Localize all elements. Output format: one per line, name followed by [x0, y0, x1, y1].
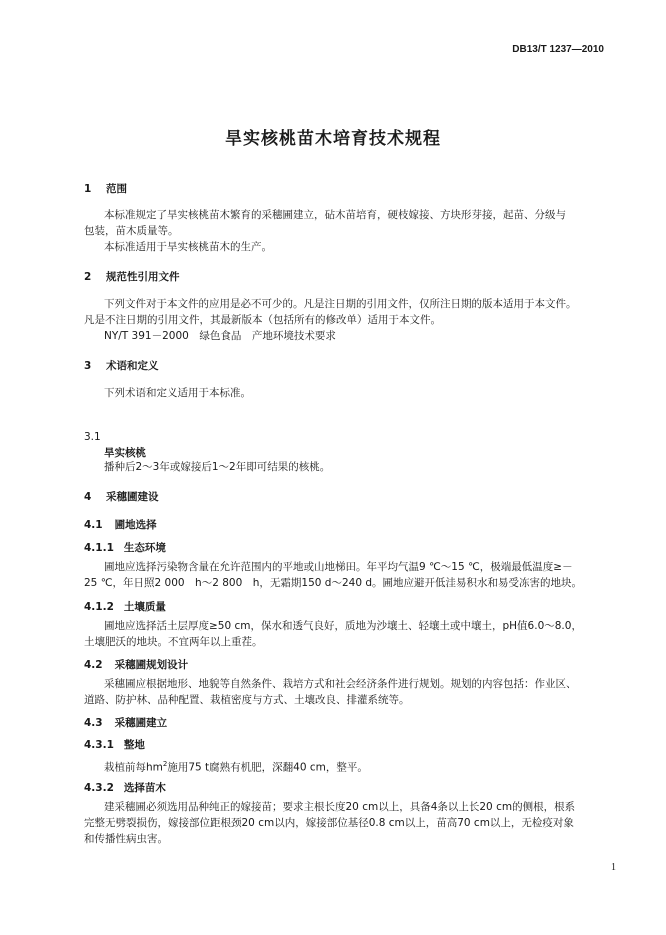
section-2-heading [84, 269, 180, 284]
document-title: 旱实核桃苗木培育技术规程 [225, 129, 441, 149]
section-number: 1 [84, 183, 92, 195]
term-number: 3.1 [84, 431, 101, 443]
paragraph-line: 和传播性病虫害。 [84, 833, 168, 845]
section-title: 术语和定义 [106, 360, 159, 372]
paragraph-line: 25 ℃，年日照2 000 h～2 800 h，无霜期150 d～240 d。圃地应避开低洼易积水和易受冻害的地块。 [84, 577, 583, 589]
paragraph-line: 完整无劈裂损伤，嫁接部位距根颈20 cm以内，嫁接部位基径0.8 cm以上，苗高70 cm以上，无检疫对象 [84, 817, 574, 829]
subsection-4-1-2-heading [84, 599, 166, 614]
text-fragment: 栽植前每hm [104, 761, 163, 774]
subsection-title: 采穗圃建立 [114, 717, 168, 729]
subsection-number: 4.1.2 [84, 601, 114, 613]
paragraph-line: 本标准适用于旱实核桃苗木的生产。 [104, 241, 272, 253]
paragraph-line: 圃地应选择活土层厚度≥50 cm，保水和透气良好，质地为沙壤土、轻壤土或中壤土，pH值6.0～8.0， [104, 620, 582, 632]
section-3-heading [84, 358, 159, 373]
subsection-4-3-1-heading [84, 737, 145, 752]
section-number: 4 [84, 491, 92, 503]
subsection-number: 4.1 [84, 519, 103, 531]
subsection-4-1-1-heading [84, 540, 166, 555]
section-number: 3 [84, 360, 92, 372]
term-definition: 播种后2～3年或嫁接后1～2年即可结果的核桃。 [104, 461, 331, 473]
reference-entry: NY/T 391－2000 绿色食品 产地环境技术要求 [104, 330, 336, 342]
section-title: 范围 [106, 183, 127, 195]
subsection-number: 4.3.2 [84, 782, 114, 794]
paragraph-line: 下列术语和定义适用于本标准。 [104, 387, 251, 399]
paragraph-line: 包装，苗木质量等。 [84, 225, 179, 237]
paragraph-line: 道路、防护林、品种配置、栽植密度与方式、土壤改良、排灌系统等。 [84, 694, 410, 706]
subsection-title: 土壤质量 [123, 601, 166, 613]
term-name: 旱实核桃 [104, 447, 146, 459]
paragraph-line [104, 757, 368, 776]
page-number: 1 [611, 862, 616, 873]
subsection-4-2-heading [84, 657, 188, 672]
subsection-number: 4.1.1 [84, 542, 114, 554]
subsection-4-3-2-heading [84, 780, 166, 795]
subsection-number: 4.2 [84, 659, 103, 671]
subsection-title: 整地 [123, 739, 145, 751]
subsection-number: 4.3 [84, 717, 103, 729]
text-fragment: 施用75 t腐熟有机肥，深翻40 cm，整平。 [167, 761, 368, 774]
paragraph-line: 凡是不注日期的引用文件，其最新版本（包括所有的修改单）适用于本文件。 [84, 314, 441, 326]
subsection-title: 选择苗木 [123, 782, 166, 794]
section-1-heading [84, 181, 127, 196]
paragraph-line: 下列文件对于本文件的应用是必不可少的。凡是注日期的引用文件，仅所注日期的版本适用于本文件。 [104, 298, 577, 310]
section-title: 规范性引用文件 [106, 271, 180, 283]
subsection-number: 4.3.1 [84, 739, 114, 751]
subsection-title: 采穗圃规划设计 [114, 659, 189, 671]
superscript: 2 [162, 760, 168, 768]
paragraph-line: 圃地应选择污染物含量在允许范围内的平地或山地梯田。年平均气温9 ℃～15 ℃，极端最低温度≥－ [104, 561, 573, 573]
subsection-4-3-heading [84, 715, 167, 730]
paragraph-line: 建采穗圃必须选用品种纯正的嫁接苗；要求主根长度20 cm以上，具备4条以上长20 cm的侧根，根系 [104, 801, 576, 813]
section-number: 2 [84, 271, 92, 283]
document-code: DB13/T 1237—2010 [512, 44, 604, 55]
subsection-4-1-heading [84, 517, 157, 532]
paragraph-line: 本标准规定了旱实核桃苗木繁育的采穗圃建立，砧木苗培育，硬枝嫁接、方块形芽接，起苗、分级与 [104, 209, 566, 221]
subsection-title: 圃地选择 [114, 519, 157, 531]
paragraph-line: 采穗圃应根据地形、地貌等自然条件、栽培方式和社会经济条件进行规划。规划的内容包括：作业区、 [104, 678, 577, 690]
section-title: 采穗圃建设 [106, 491, 159, 503]
section-4-heading [84, 489, 159, 504]
subsection-title: 生态环境 [123, 542, 166, 554]
paragraph-line: 土壤肥沃的地块。不宜两年以上重茬。 [84, 636, 263, 648]
